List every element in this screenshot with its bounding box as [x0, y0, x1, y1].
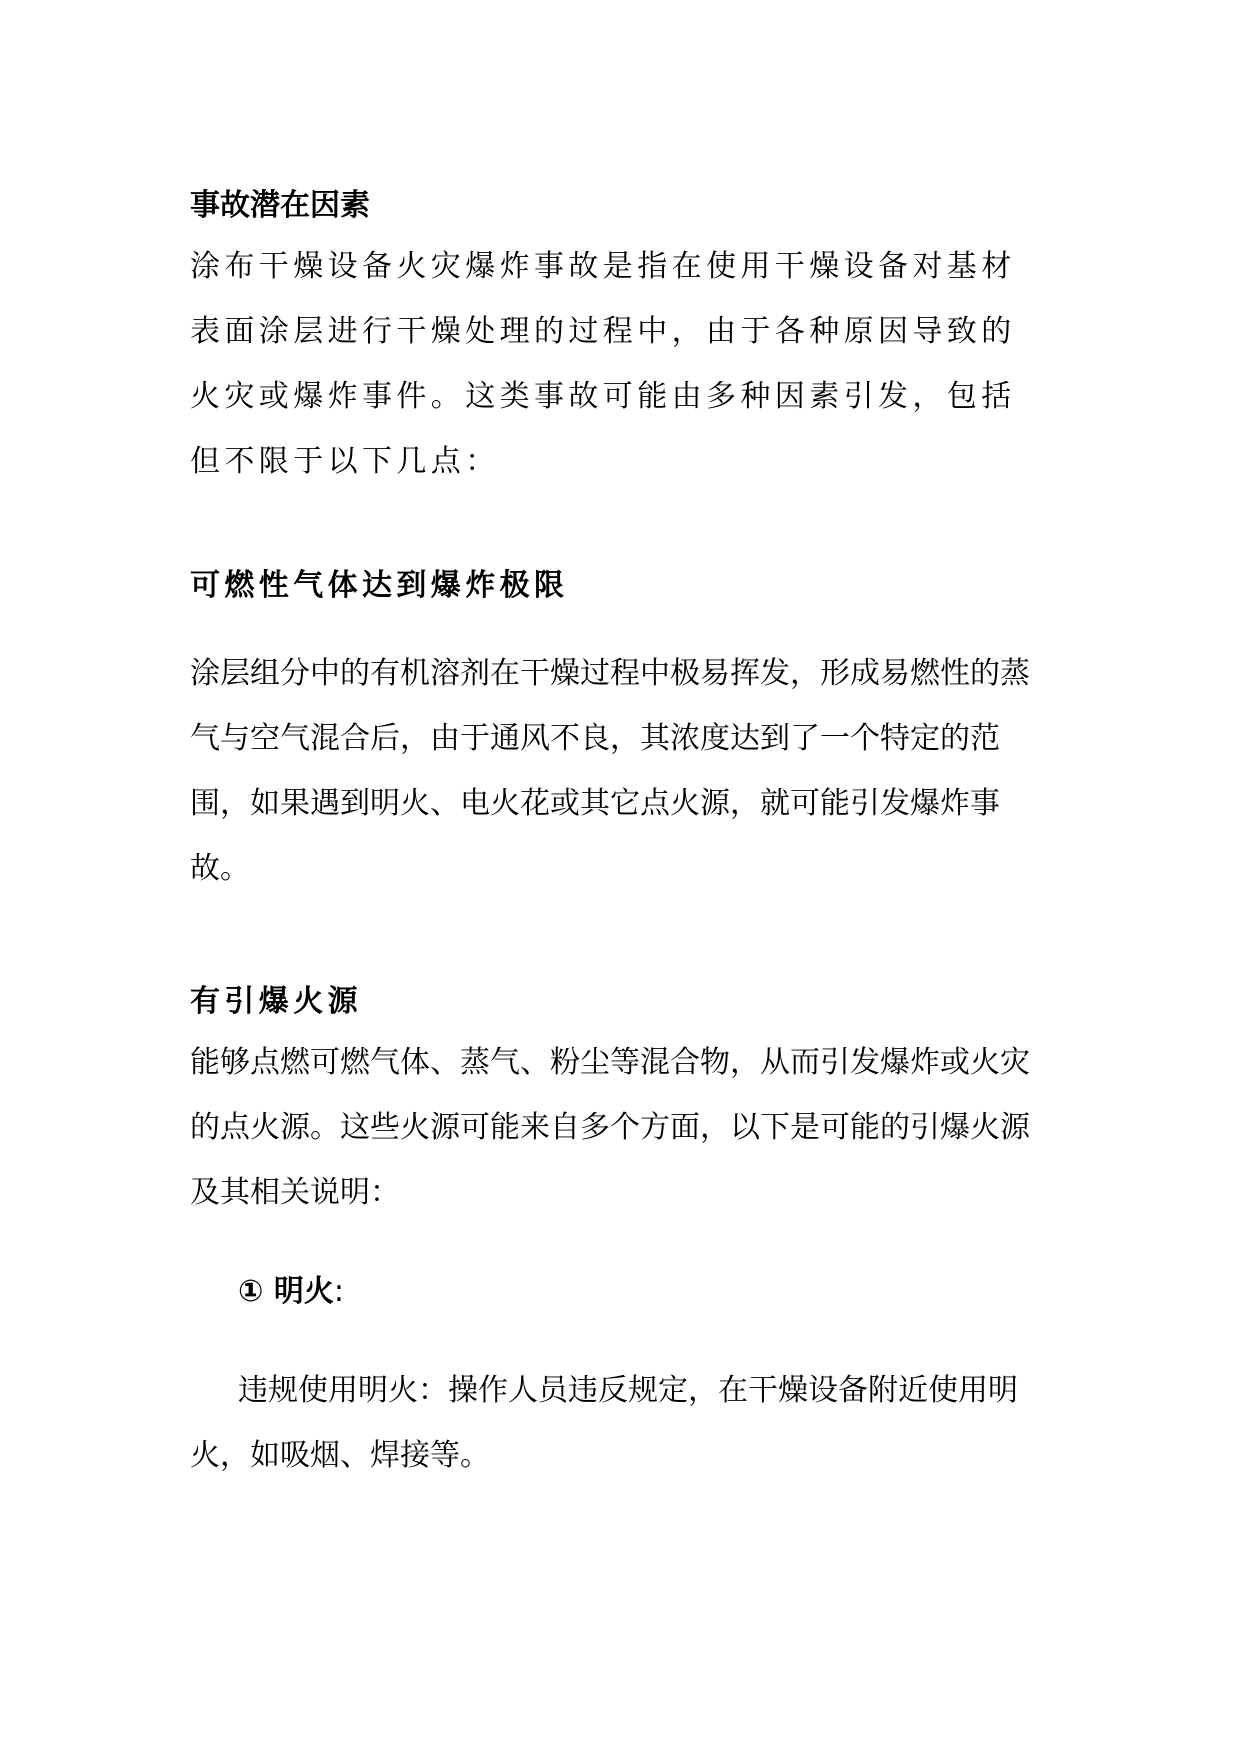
subsection-title: ① 明火 [238, 1274, 334, 1309]
subsection-open-flame [238, 1272, 1038, 1312]
section-title-ignition-source: 有引爆火源 [190, 984, 362, 1019]
bullet-open-flame [190, 1358, 1040, 1488]
paragraph-accident-factors: 涂布干燥设备火灾爆炸事故是指在使用干燥设备对基材表面涂层进行干燥处理的过程中，由于各种原因导致的火灾或爆炸事件。这类事故可能由多种因素引发，包括但不限于以下几点： [190, 249, 1016, 479]
section-title-accident-factors: 事故潜在因素 [190, 188, 370, 223]
paragraph-flammable-gas: 涂层组分中的有机溶剂在干燥过程中极易挥发，形成易燃性的蒸气与空气混合后，由于通风不良，其浓度达到了一个特定的范围，如果遇到明火、电火花或其它点火源，就可能引发爆炸事故。 [190, 656, 1030, 886]
bullet-text: 违规使用明火：操作人员违反规定，在干燥设备附近使用明火，如吸烟、焊接等。 [190, 1373, 1018, 1473]
paragraph-ignition-source: 能够点燃可燃气体、蒸气、粉尘等混合物，从而引发爆炸或火灾的点火源。这些火源可能来自多个方面，以下是可能的引爆火源及其相关说明： [190, 1045, 1030, 1210]
subsection-colon: : [333, 1274, 344, 1309]
section-title-flammable-gas: 可燃性气体达到爆炸极限 [190, 568, 569, 603]
